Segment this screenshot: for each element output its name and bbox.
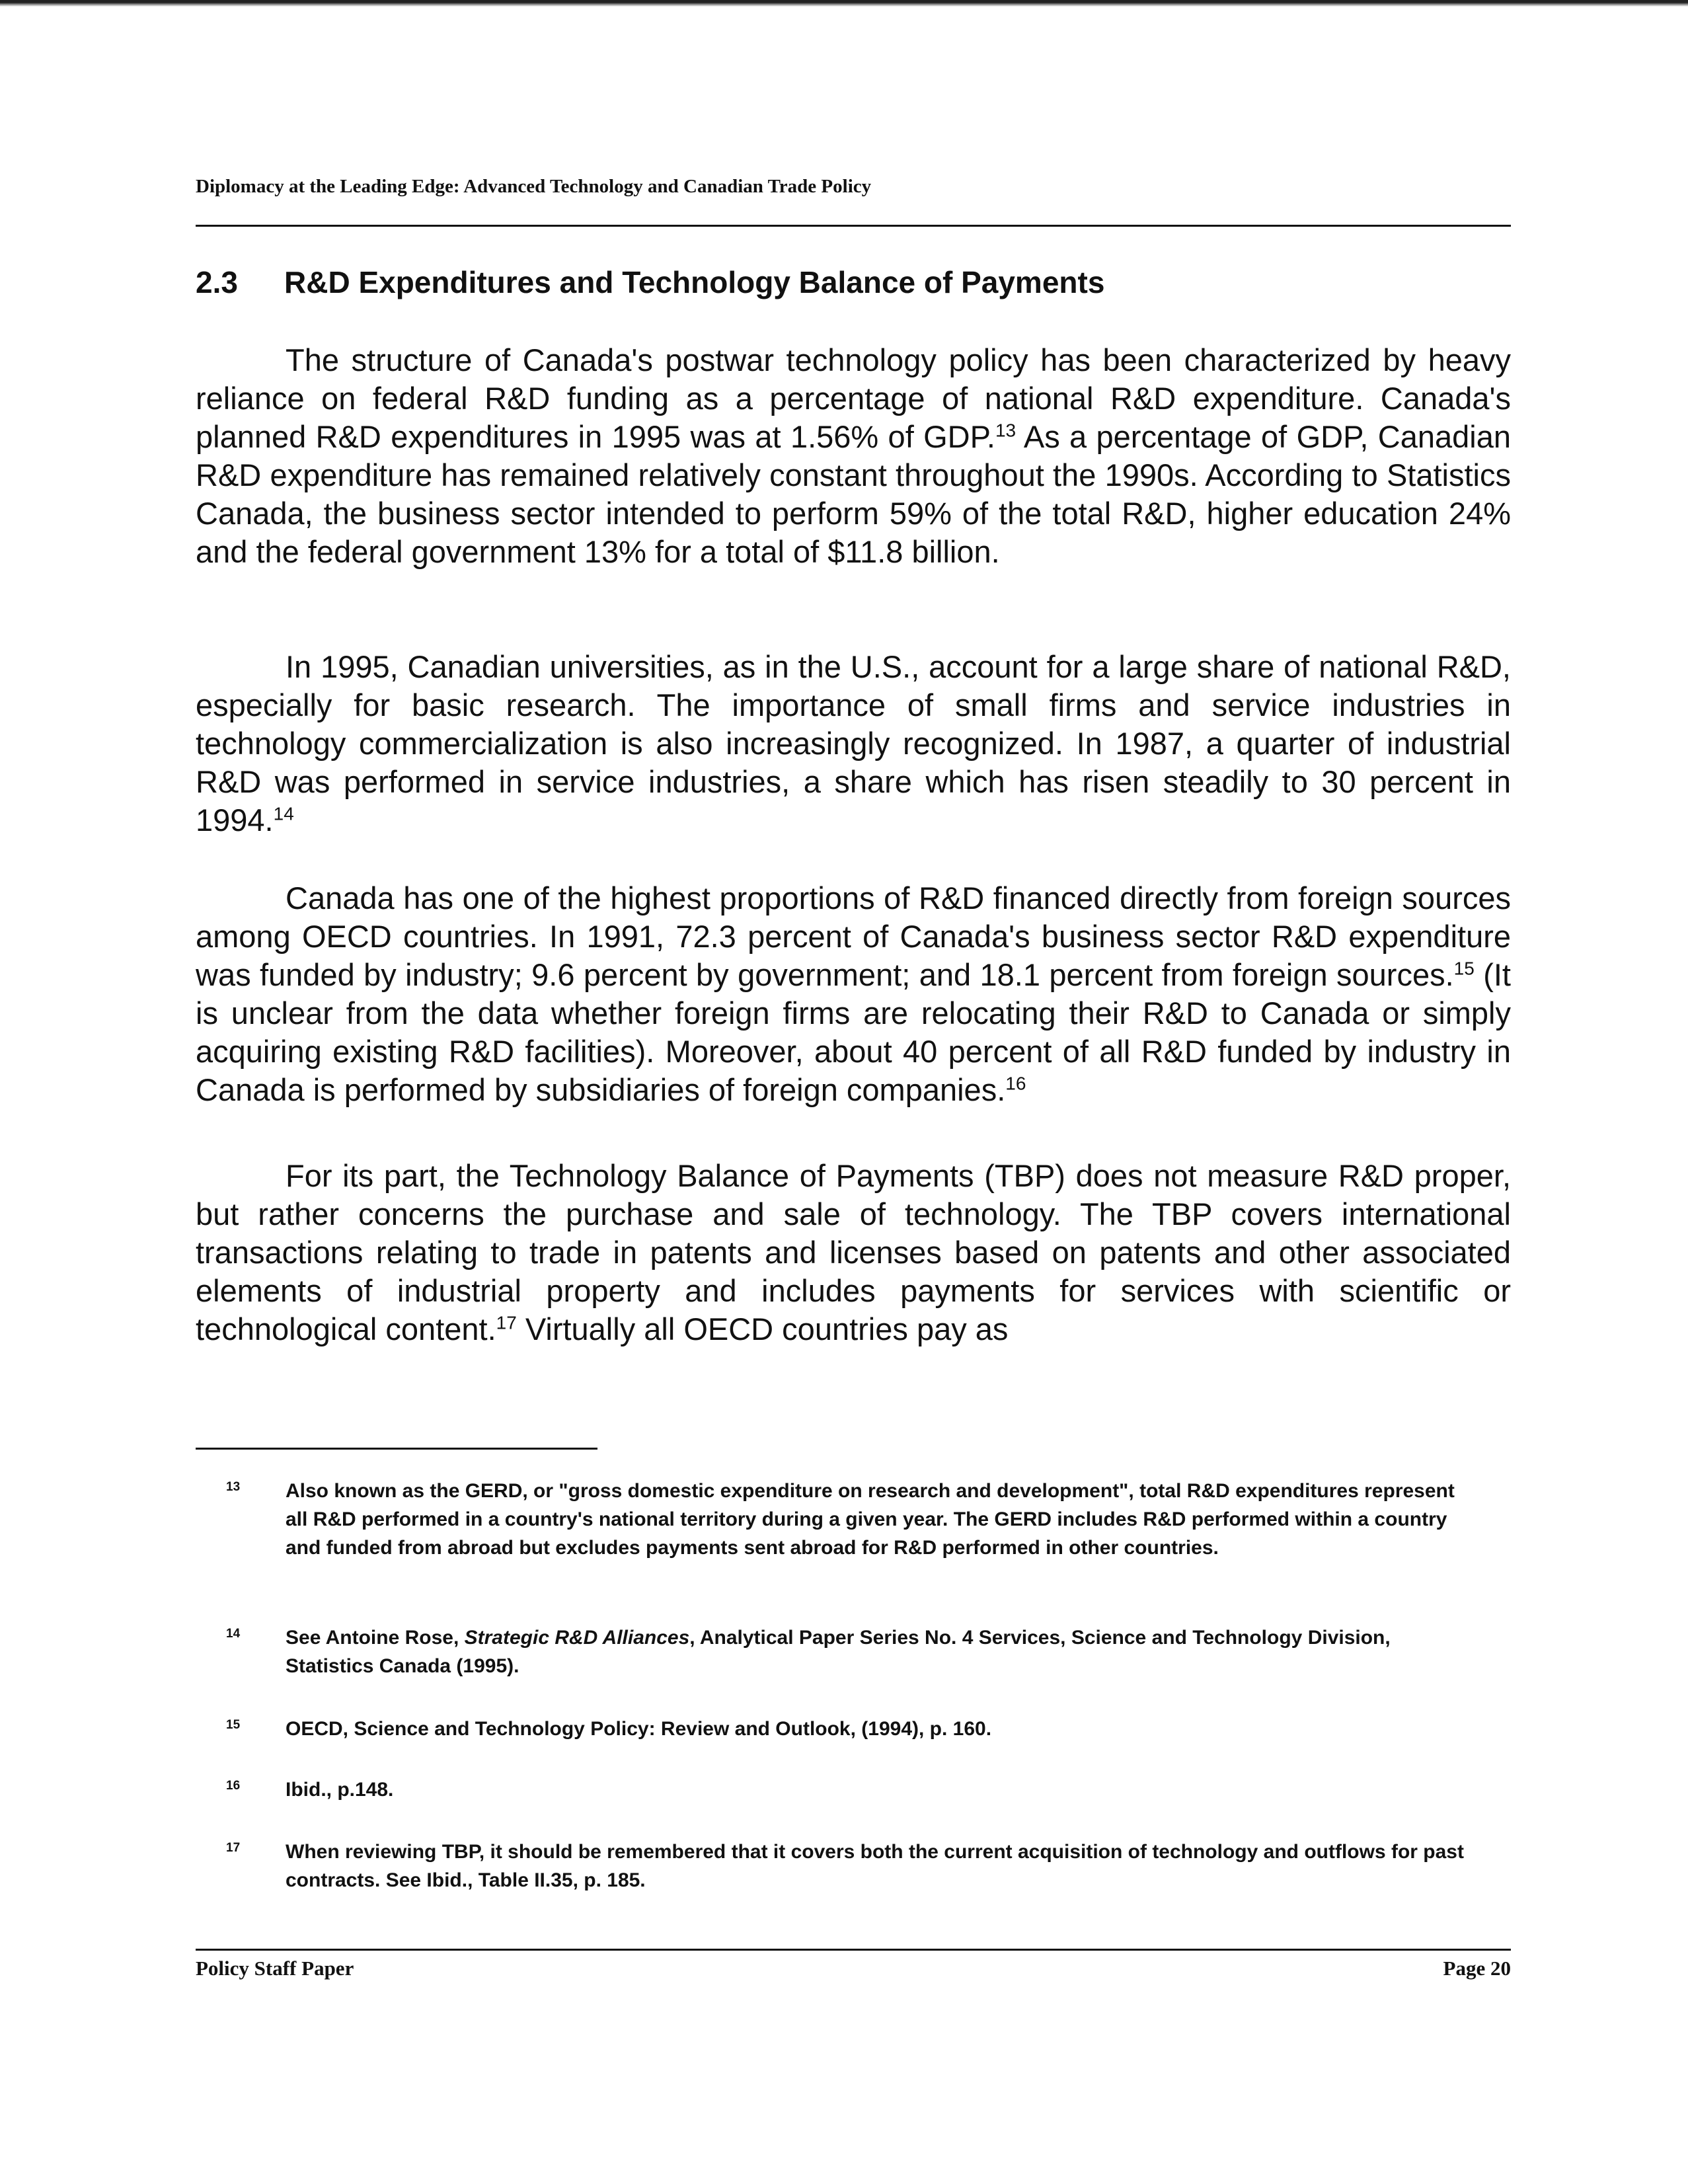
footnote-ref[interactable]: 14 [273, 803, 294, 824]
paragraph-text: As a percentage of GDP, Canadian R&D expenditure has remained relatively constant throughout the 1990s. According to Statistics Canada, the business sector intended to perform 59% of the total R&D, higher education 24% and the federal government 13% for a total of $11.8 billion. [196, 419, 1511, 569]
section-number: 2.3 [196, 265, 238, 299]
footnote-14 [226, 1623, 1475, 1680]
footnote-number: 15 [226, 1718, 241, 1732]
footnote-text: When reviewing TBP, it should be remembered that it covers both the current acquisition of technology and outflows for past contracts. See Ibid., Table II.35, p. 185. [286, 1841, 1464, 1891]
paragraph-text: (It is unclear from the data whether foreign firms are relocating their R&D to Canada or simply acquiring existing R&D facilities). Moreover, about 40 percent of all R&D funded by industry in Canada is performed by subsidiaries of foreign companies. [196, 957, 1511, 1107]
paragraph-text: Virtually all OECD countries pay as [525, 1311, 1009, 1346]
scan-edge [0, 0, 1688, 7]
footnote-rule [196, 1448, 597, 1450]
paragraph-4 [196, 1157, 1511, 1348]
paragraph-3 [196, 879, 1511, 1109]
paragraph-text: In 1995, Canadian universities, as in the U.S., account for a large share of national R&D, especially for basic research. The importance of small firms and service industries in technology commercialization is also increasingly recognized. In 1987, a quarter of industrial R&D was performed in service industries, a share which has risen steadily to 30 percent in 1994. [196, 649, 1511, 838]
section-heading [196, 264, 1511, 300]
footnote-17 [226, 1838, 1475, 1894]
paragraph-1 [196, 341, 1511, 571]
footnote-number: 13 [226, 1480, 241, 1494]
footnote-13 [226, 1477, 1475, 1562]
footnote-number: 14 [226, 1627, 241, 1641]
cited-title: Strategic R&D Alliances [464, 1627, 690, 1649]
header-rule [196, 225, 1511, 227]
footnote-ref[interactable]: 17 [496, 1312, 517, 1333]
footer-rule [196, 1949, 1511, 1951]
footnote-15 [226, 1715, 1475, 1743]
footnote-number: 16 [226, 1779, 241, 1793]
footer-series: Policy Staff Paper [196, 1957, 354, 1980]
footnote-text-part: , Analytical Paper Series No. 4 Services, Science and Technology Division, Statistics Canada (1995). [286, 1627, 1391, 1677]
footnote-text: Also known as the GERD, or "gross domestic expenditure on research and development", total R&D expenditures represent all R&D performed in a country's national territory during a given year. The GERD includes R&D performed within a country and funded from abroad but excludes payments sent abroad for R&D performed in other countries. [286, 1480, 1455, 1559]
paragraph-2 [196, 648, 1511, 839]
section-title: R&D Expenditures and Technology Balance of Payments [284, 265, 1105, 299]
paragraph-text: For its part, the Technology Balance of Payments (TBP) does not measure R&D proper, but rather concerns the purchase and sale of technology. The TBP covers international transactions relating to trade in patents and licenses based on patents and other associated elements of industrial property and includes payments for services with scientific or technological content. [196, 1158, 1511, 1346]
footnote-16 [226, 1775, 1475, 1804]
paragraph-text: The structure of Canada's postwar technology policy has been characterized by heavy reliance on federal R&D funding as a percentage of national R&D expenditure. Canada's planned R&D expenditures in 1995 was at 1.56% of GDP. [196, 342, 1511, 454]
footnote-ref[interactable]: 15 [1453, 958, 1475, 979]
footnote-text: OECD, Science and Technology Policy: Review and Outlook, (1994), p. 160. [286, 1718, 992, 1740]
running-header: Diplomacy at the Leading Edge: Advanced Technology and Canadian Trade Policy [196, 176, 872, 197]
paragraph-text: Canada has one of the highest proportions of R&D financed directly from foreign sources among OECD countries. In 1991, 72.3 percent of Canada's business sector R&D expenditure was funded by industry; 9.6 percent by government; and 18.1 percent from foreign sources. [196, 880, 1511, 992]
footnote-ref[interactable]: 13 [995, 420, 1017, 441]
footnote-text: Ibid., p.148. [286, 1779, 394, 1801]
footnote-number: 17 [226, 1841, 241, 1855]
page-number: Page 20 [1443, 1957, 1511, 1980]
footnote-ref[interactable]: 16 [1005, 1073, 1026, 1094]
footnote-text [286, 1623, 1475, 1680]
footnote-text-part: See Antoine Rose, [286, 1627, 465, 1649]
